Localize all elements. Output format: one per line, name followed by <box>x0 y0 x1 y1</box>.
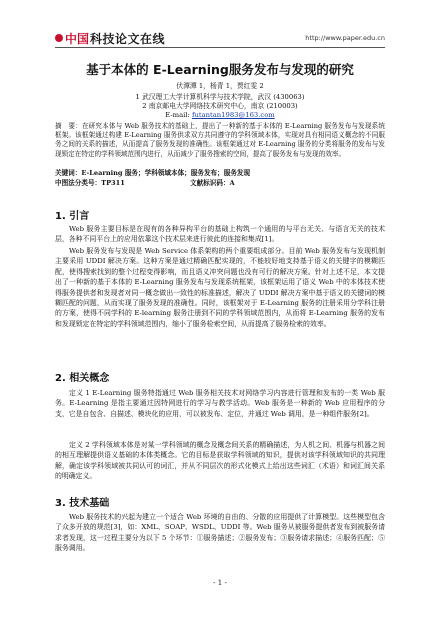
page-header <box>55 30 385 46</box>
abstract: 摘 要：在研究本体与 Web 服务技术的基础上，提出了一种新的基于本体的 E-Learning 服务发布与发现系统框架。该框架通过构建 E-Learning 服务供求双方共同遵守的学科领域本体，实现对具有相同语义概念的不同服务之间的关系的描述，从而提高了服务发现的准确性。该框架通过对 E-Learning 服务的分类将服务的发布与发现锁定在特定的学科领域范围内进行，从而减少了服务搜索的空间，提高了服务发布与发现的效率。 <box>55 122 385 158</box>
email-label: E-mail: <box>165 111 190 119</box>
header-divider <box>55 47 385 48</box>
email-line <box>55 111 385 120</box>
intro-paragraph-1: Web 服务主要目标是在现有的各种异构平台的基础上构筑一个通用的与平台无关、与语言无关的技术层，各种不同平台上的应用依靠这个技术层来进行彼此的连接和集成[1]。 <box>55 225 385 244</box>
logo-icon <box>55 34 63 42</box>
section-heading-concepts: 2. 相关概念 <box>55 373 110 384</box>
site-logo[interactable] <box>55 30 165 46</box>
site-url[interactable]: http://www.paper.edu.cn <box>305 34 385 42</box>
tech-paragraph-1: Web 服务技术的兴起为建立一个适合 Web 环境的自由的、分散的应用提供了计算模型。这些模型包含了众多开放的规范[3]，如：XML、SOAP、WSDL、UDDI 等。Web 服务从被服务提供者发布到被服务请求者发现，这一过程主要分为以下 5 个环节：①服务描述；②服务发布；③服务请求描述；④服务匹配；⑤服务调用。 <box>55 513 385 553</box>
clc-number: 中图法分类号：TP311 <box>55 179 125 187</box>
affiliation-1: 1 武汉理工大学计算机科学与技术学院，武汉 (430063) <box>135 93 305 101</box>
logo-text-cn: 中国 <box>65 31 90 46</box>
keywords: 关键词：E-Learning 服务；学科领域本体；服务发布；服务发现 <box>55 169 251 177</box>
paper-authors: 伏潭潭 1，杨青 1，贾红雯 2 <box>176 82 264 90</box>
logo-text-rest: 科技论文在线 <box>90 31 166 46</box>
paper-title: 基于本体的 E-Learning服务发布与发现的研究 <box>86 62 354 77</box>
page-number: - 1 - <box>213 579 227 587</box>
intro-paragraph-2: Web 服务发布与发现是 Web Service 体系架构的两个重要组成部分。目前 Web 服务发布与发现机制主要采用 UDDI 解决方案。这种方案是通过精确匹配实现的，不能较好地支持基于语义的关键字的模糊匹配，使得搜索找到的整个过程变得影响，而且语义冲突问题也没有可行的解决方案。针对上述不足，本文提出了一种新的基于本体的 E-Learning 服务发布与发现系统框架，该框架运用了语义 Web 中的本体技术使得服务提供者和发现者对同一概念做出一致性的标准描述，解决了 UDDI 解决方案中基于语义的关键词的模糊匹配的问题，从而实现了服务发现的准确性。同时，该框架对于 E-Learning 服务的注册采用分学科注册的方案，使得不同学科的 E-learning 服务注册到不同的学科领域范围内，从而将 E-Learning 服务的发布和发现锁定在特定的学科领域范围内，缩小了服务检索空间，从而提高了服务检索的效率。 <box>55 247 385 328</box>
concept-paragraph-2: 定义 2 学科领域本体是对某一学科领域的概念及概念间关系的精确描述，为人机之间、机器与机器之间的相互理解提供语义基础的本体类概念。它的目标是获取学科领域的知识，提供对该学科领域知识的共同理解，确定该学科领域被共同认可的词汇，并从不同层次的形式化模式上给出这些词汇（术语）和词汇间关系的明确定义。 <box>55 441 385 481</box>
affiliation-2: 2 南京邮电大学网络技术研究中心，南京 (210003) <box>142 102 298 110</box>
section-heading-intro: 1. 引言 <box>55 211 90 222</box>
email-link[interactable]: futantan1983@163.com <box>191 111 275 119</box>
section-heading-tech: 3. 技术基础 <box>55 498 110 509</box>
concept-paragraph-1: 定义 1 E-Learning 服务特指通过 Web 服务相关技术对网络学习内容进行管理和发布的一类 Web 服务。E-Learning 是指主要通过因特网进行的学习与教学活动。Web 服务是一种新的 Web 应用程序的分支，它是自包含、自描述、模块化的应用，可以被发布、定位，并通过 Web 调用，是一种组件服务[2]。 <box>55 389 385 418</box>
document-code: 文献标识码：A <box>190 179 235 187</box>
